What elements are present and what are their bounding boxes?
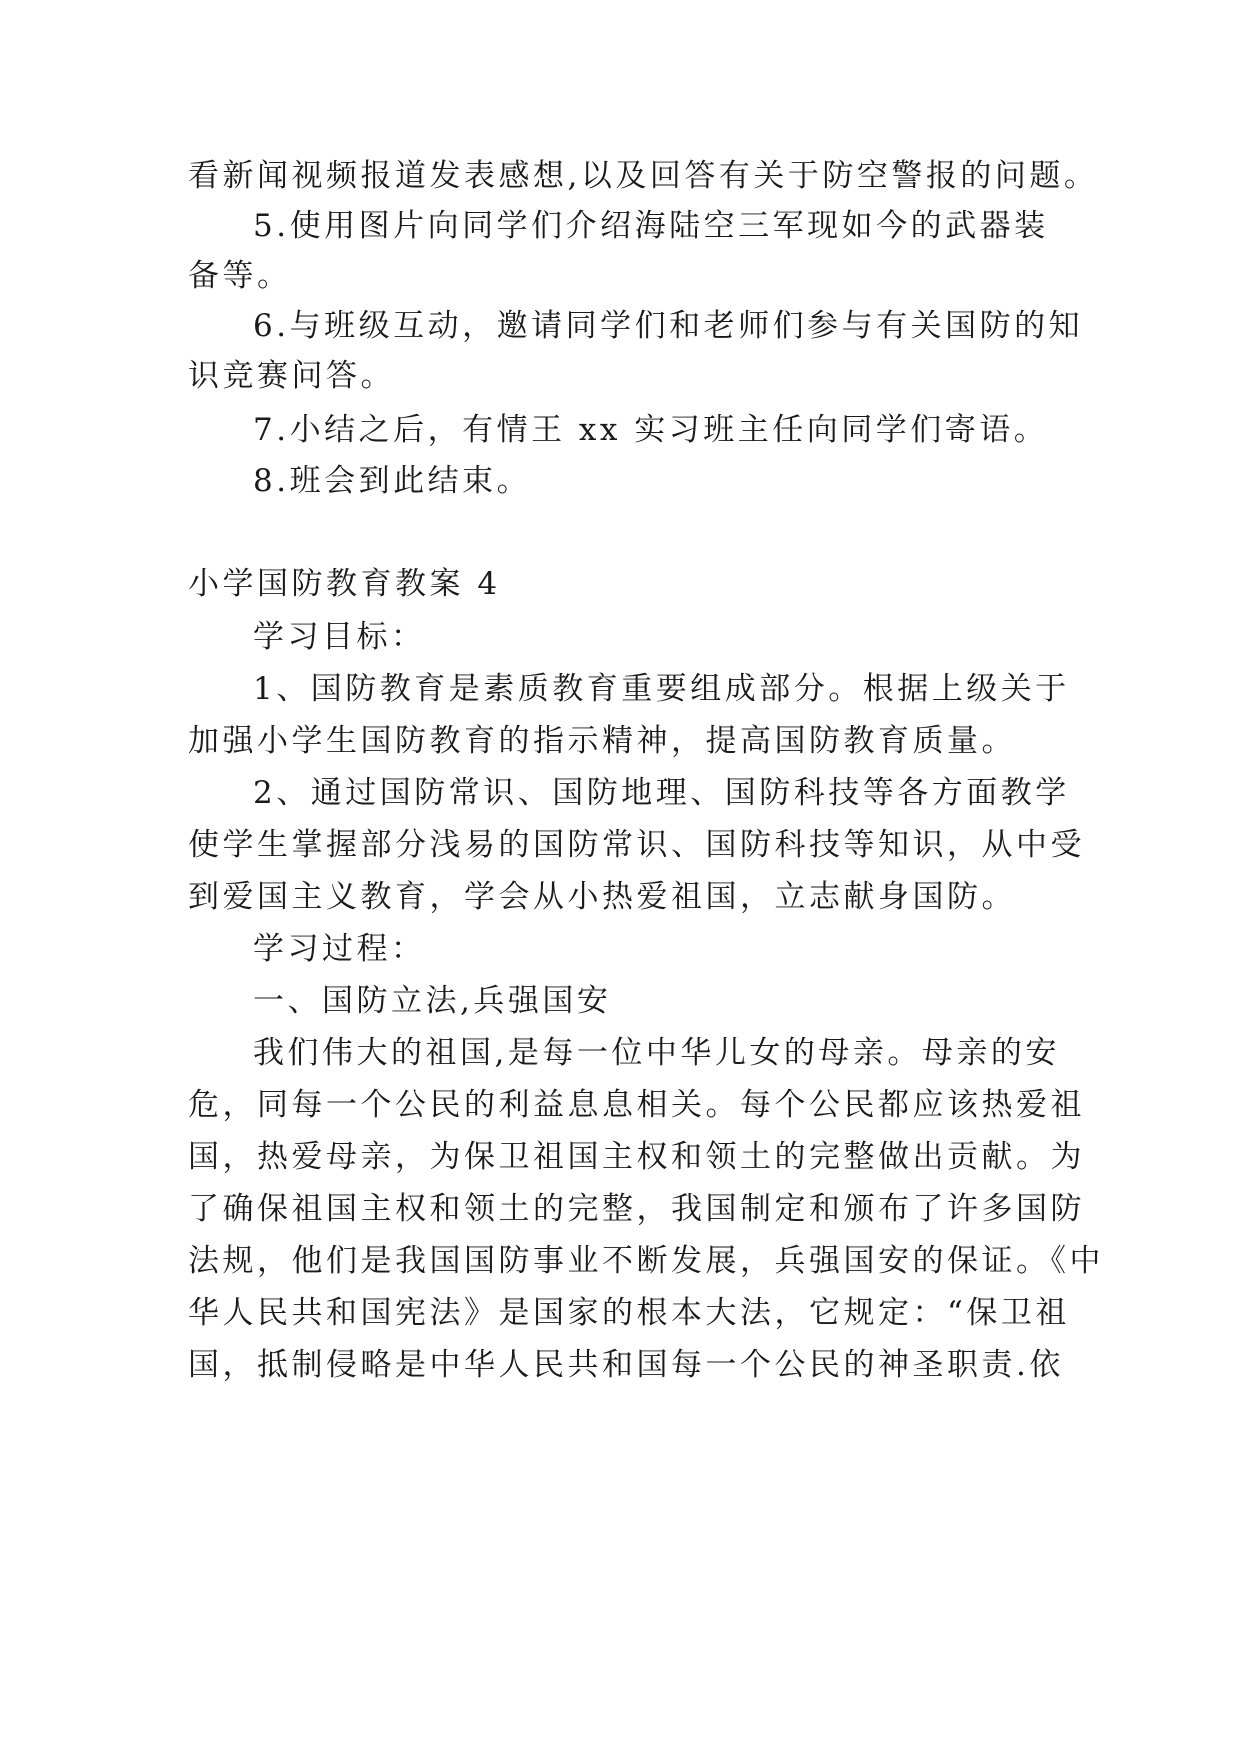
list-item-7: 7.小结之后，有情王 xx 实习班主任向同学们寄语。 (253, 412, 1049, 448)
text-line: 备等。 (188, 258, 292, 294)
list-item-8: 8.班会到此结束。 (253, 463, 532, 499)
text-line: 看新闻视频报道发表感想,以及回答有关于防空警报的问题。 (188, 158, 1099, 194)
text-line: 加强小学生国防教育的指示精神，提高国防教育质量。 (188, 723, 1016, 759)
text-line: 到爱国主义教育，学会从小热爱祖国，立志献身国防。 (188, 879, 1016, 915)
subheading-goals: 学习目标： (253, 619, 426, 655)
goal-item-1: 1、国防教育是素质教育重要组成部分。根据上级关于 (253, 671, 1070, 707)
text-line: 国，热爱母亲，为保卫祖国主权和领土的完整做出贡献。为 (188, 1139, 1085, 1175)
section-heading: 小学国防教育教案 4 (188, 566, 501, 602)
text-line: 了确保祖国主权和领土的完整，我国制定和颁布了许多国防 (188, 1191, 1085, 1227)
text-line: 识竞赛问答。 (188, 358, 395, 394)
process-heading-1: 一、国防立法,兵强国安 (253, 983, 612, 1019)
list-item-5: 5.使用图片向同学们介绍海陆空三军现如今的武器装 (253, 208, 1049, 244)
text-line: 华人民共和国宪法》是国家的根本大法，它规定：“保卫祖 (188, 1295, 1070, 1331)
subheading-process: 学习过程： (253, 931, 426, 967)
text-line: 使学生掌握部分浅易的国防常识、国防科技等知识，从中受 (188, 827, 1085, 863)
text-line: 危，同每一个公民的利益息息相关。每个公民都应该热爱祖 (188, 1087, 1085, 1123)
goal-item-2: 2、通过国防常识、国防地理、国防科技等各方面教学 (253, 775, 1070, 811)
paragraph-start: 我们伟大的祖国,是每一位中华儿女的母亲。母亲的安 (253, 1035, 1060, 1071)
list-item-6: 6.与班级互动，邀请同学们和老师们参与有关国防的知 (253, 308, 1084, 344)
text-line: 法规，他们是我国国防事业不断发展，兵强国安的保证。《中 (188, 1243, 1104, 1279)
text-line: 国，抵制侵略是中华人民共和国每一个公民的神圣职责.依 (188, 1347, 1064, 1383)
